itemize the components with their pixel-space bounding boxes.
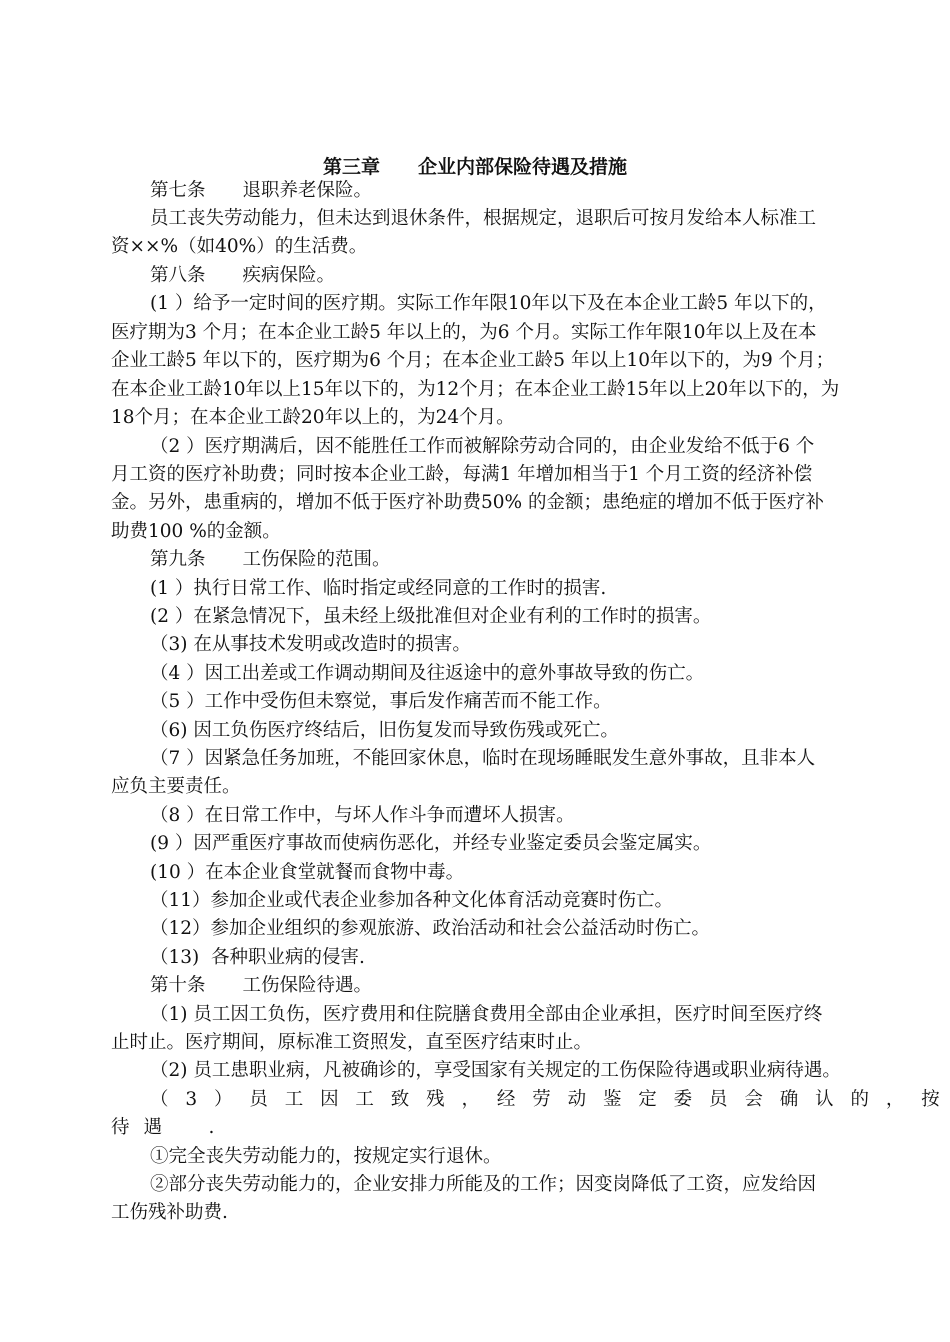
- paragraph-line: 工伤残补助费.: [111, 1202, 228, 1223]
- justified-char: 员: [249, 1089, 268, 1110]
- paragraph-line: （1) 员工因工负伤，医疗费用和住院膳食费用全部由企业承担，医疗时间至医疗终: [150, 1004, 823, 1025]
- justified-char: 定: [638, 1089, 657, 1110]
- article-10-heading: 第十条 工伤保险待遇。: [150, 975, 373, 996]
- list-item: (10 ）在本企业食堂就餐而食物中毒。: [150, 862, 465, 883]
- paragraph-line: 助费100 %的金额。: [111, 521, 281, 542]
- justified-char: 鉴: [602, 1089, 622, 1110]
- list-item: （5 ）工作中受伤但未察觉，事后发作痛苦而不能工作。: [150, 691, 612, 712]
- justified-char: 会: [744, 1089, 763, 1110]
- justified-char: ，: [885, 1089, 905, 1110]
- paragraph-line: 金。另外，患重病的，增加不低于医疗补助费50% 的金额；患绝症的增加不低于医疗补: [111, 492, 825, 513]
- sub-item: ①完全丧失劳动能力的，按规定实行退休。: [150, 1146, 502, 1167]
- justified-char: 经: [496, 1089, 516, 1110]
- paragraph-line: 企业工龄5 年以下的，医疗期为6 个月；在本企业工龄5 年以上10年以下的，为9 个月；: [111, 350, 835, 371]
- list-item: (1 ）执行日常工作、临时指定或经同意的工作时的损害.: [150, 578, 607, 599]
- justified-char: 3: [185, 1089, 198, 1110]
- justified-char: 按: [921, 1089, 940, 1110]
- justified-char: 因: [320, 1089, 339, 1110]
- paragraph-line: 18个月；在本企业工龄20年以上的，为24个月。: [111, 407, 515, 428]
- list-item: （13) 各种职业病的侵害.: [150, 947, 365, 968]
- justified-char: 确: [779, 1089, 799, 1110]
- paragraph-line: 医疗期为3 个月；在本企业工龄5 年以上的，为6 个月。实际工作年限10年以上及在本: [111, 322, 817, 343]
- justified-char: 劳: [532, 1089, 551, 1110]
- paragraph-line: 在本企业工龄10年以上15年以下的，为12个月；在本企业工龄15年以上20年以下的，为: [111, 379, 840, 400]
- list-item: （8 ）在日常工作中，与坏人作斗争而遭坏人损害。: [150, 805, 575, 826]
- article-7-heading: 第七条 退职养老保险。: [150, 180, 373, 201]
- list-item: (9 ）因严重医疗事故而使病伤恶化，并经专业鉴定委员会鉴定属实。: [150, 833, 712, 854]
- sub-item: ②部分丧失劳动能力的，企业安排力所能及的工作；因变岗降低了工资，应发给因: [150, 1174, 817, 1195]
- list-item: (2 ）在紧急情况下，虽未经上级批准但对企业有利的工作时的损害。: [150, 606, 712, 627]
- justified-char: 致: [390, 1089, 410, 1110]
- chapter-title: 第三章 企业内部保险待遇及措施: [322, 156, 627, 178]
- justified-char: （: [150, 1089, 169, 1110]
- article-9-heading: 第九条 工伤保险的范围。: [150, 549, 391, 570]
- list-item: （7 ）因紧急任务加班，不能回家休息，临时在现场睡眠发生意外事故，且非本人: [150, 748, 816, 769]
- justified-char: 工: [355, 1089, 374, 1110]
- list-item: （3) 在从事技术发明或改造时的损害。: [150, 634, 471, 655]
- paragraph-line: 待遇 .: [111, 1117, 229, 1138]
- paragraph-line: （2) 员工患职业病，凡被确诊的，享受国家有关规定的工伤保险待遇或职业病待遇。: [150, 1060, 841, 1081]
- justified-line: [150, 1089, 940, 1111]
- article-8-heading: 第八条 疾病保险。: [150, 265, 336, 286]
- justified-char: 认: [815, 1089, 834, 1110]
- list-item: （11）参加企业或代表企业参加各种文化体育活动竞赛时伤亡。: [150, 890, 674, 911]
- list-item: （12）参加企业组织的参观旅游、政治活动和社会公益活动时伤亡。: [150, 918, 711, 939]
- justified-char: 员: [709, 1089, 728, 1110]
- paragraph-line: 资××%（如40%）的生活费。: [111, 236, 368, 257]
- list-item-continued: 应负主要责任。: [111, 776, 241, 797]
- justified-char: 委: [673, 1089, 693, 1110]
- justified-char: ）: [213, 1089, 233, 1110]
- list-item: （4 ）因工出差或工作调动期间及往返途中的意外事故导致的伤亡。: [150, 663, 705, 684]
- list-item: （6) 因工负伤医疗终结后，旧伤复发而导致伤残或死亡。: [150, 720, 619, 741]
- paragraph-line: 员工丧失劳动能力，但未达到退休条件，根据规定，退职后可按月发给本人标准工: [150, 208, 817, 229]
- paragraph-line: 止时止。医疗期间，原标准工资照发，直至医疗结束时止。: [111, 1032, 593, 1053]
- paragraph-line: 月工资的医疗补助费；同时按本企业工龄，每满1 年增加相当于1 个月工资的经济补偿: [111, 464, 813, 485]
- justified-char: 工: [284, 1089, 304, 1110]
- justified-char: 的: [850, 1089, 869, 1110]
- paragraph-line: （2 ）医疗期满后，因不能胜任工作而被解除劳动合同的，由企业发给不低于6 个: [150, 436, 815, 457]
- justified-char: 动: [567, 1089, 587, 1110]
- paragraph-line: (1 ）给予一定时间的医疗期。实际工作年限10年以下及在本企业工龄5 年以下的，: [150, 293, 827, 314]
- justified-char: 残: [426, 1089, 445, 1110]
- justified-char: ，: [461, 1089, 481, 1110]
